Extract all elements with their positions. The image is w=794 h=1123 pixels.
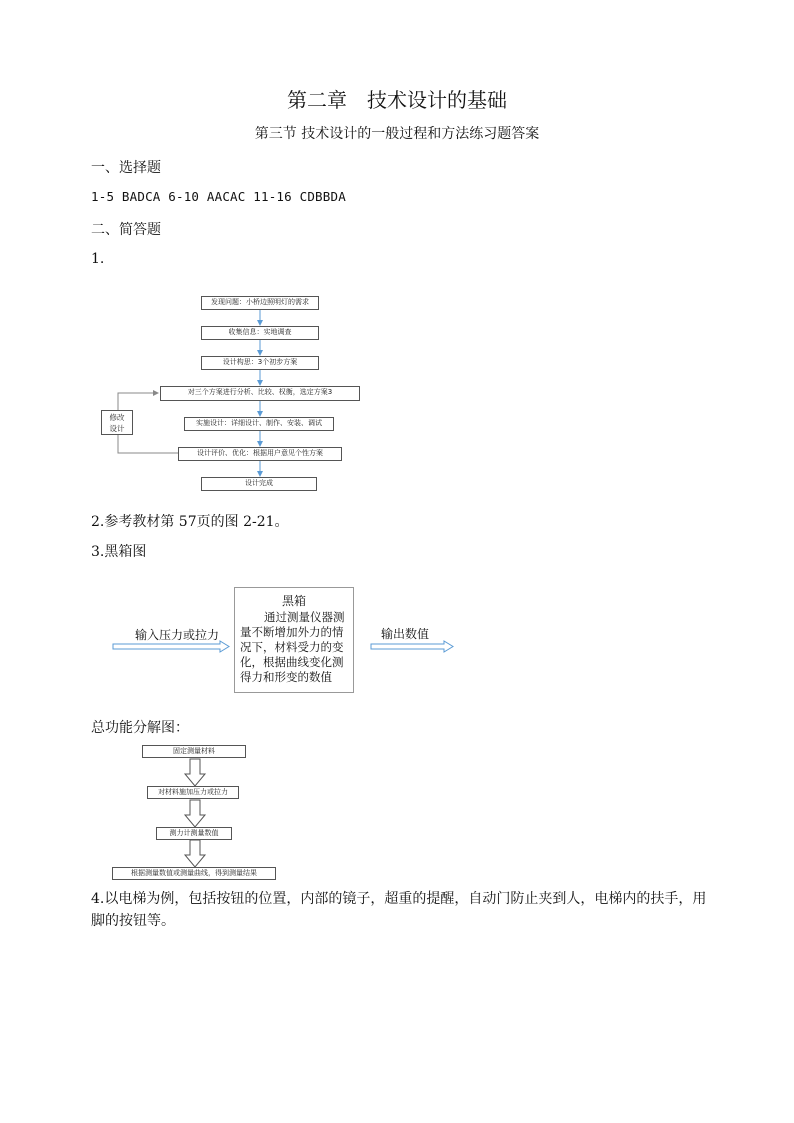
heading-short-answer: 二、简答题	[91, 222, 161, 238]
q3-label: 3.黑箱图	[91, 544, 147, 560]
heading-choice: 一、选择题	[91, 160, 161, 176]
flow1-step-1: 发现问题：小桥边照明灯的需求	[201, 296, 319, 310]
flow1-step-4: 对三个方案进行分析、比较、权衡，选定方案3	[160, 386, 360, 401]
decomposition-label: 总功能分解图：	[91, 720, 189, 736]
flow1-revise-box: 修改设计	[101, 410, 133, 435]
flow1-step-5: 实施设计：详细设计、制作、安装、调试	[184, 417, 334, 431]
black-box-body: 通过测量仪器测量不断增加外力的情况下，材料受力的变化，根据曲线变化测得力和形变的数值	[240, 610, 345, 684]
output-arrow	[371, 641, 453, 652]
black-box	[234, 587, 354, 693]
q2-answer: 2.参考教材第 57页的图 2-21。	[91, 514, 289, 530]
output-label: 输出数值	[381, 627, 430, 641]
flow1-step-7: 设计完成	[201, 477, 317, 491]
flow2-step-3: 测力计测量数值	[156, 827, 232, 840]
black-box-title: 黑箱	[281, 594, 306, 608]
q4-answer: 4.以电梯为例，包括按钮的位置，内部的镜子，超重的提醒，自动门防止夹到人，电梯内的扶手，用脚的按钮等。	[91, 891, 707, 929]
flow2-step-4: 根据测量数值或测量曲线，得到测量结果	[112, 867, 276, 880]
flow1-step-2: 收集信息：实地调查	[201, 326, 319, 340]
flow2-step-2: 对材料施加压力或拉力	[147, 786, 239, 799]
flow1-step-3: 设计构思：3个初步方案	[201, 356, 319, 370]
q1-label: 1.	[91, 251, 105, 267]
chapter-title: 第二章 技术设计的基础	[287, 88, 507, 112]
flow1-step-6: 设计评价、优化：根据用户意见个性方案	[178, 447, 342, 461]
choice-answers: 1-5 BADCA 6-10 AACAC 11-16 CDBBDA	[91, 189, 346, 204]
flow2-step-1: 固定测量材料	[142, 745, 246, 758]
input-label: 输入压力或拉力	[135, 628, 220, 642]
section-title: 第三节 技术设计的一般过程和方法练习题答案	[254, 126, 540, 142]
